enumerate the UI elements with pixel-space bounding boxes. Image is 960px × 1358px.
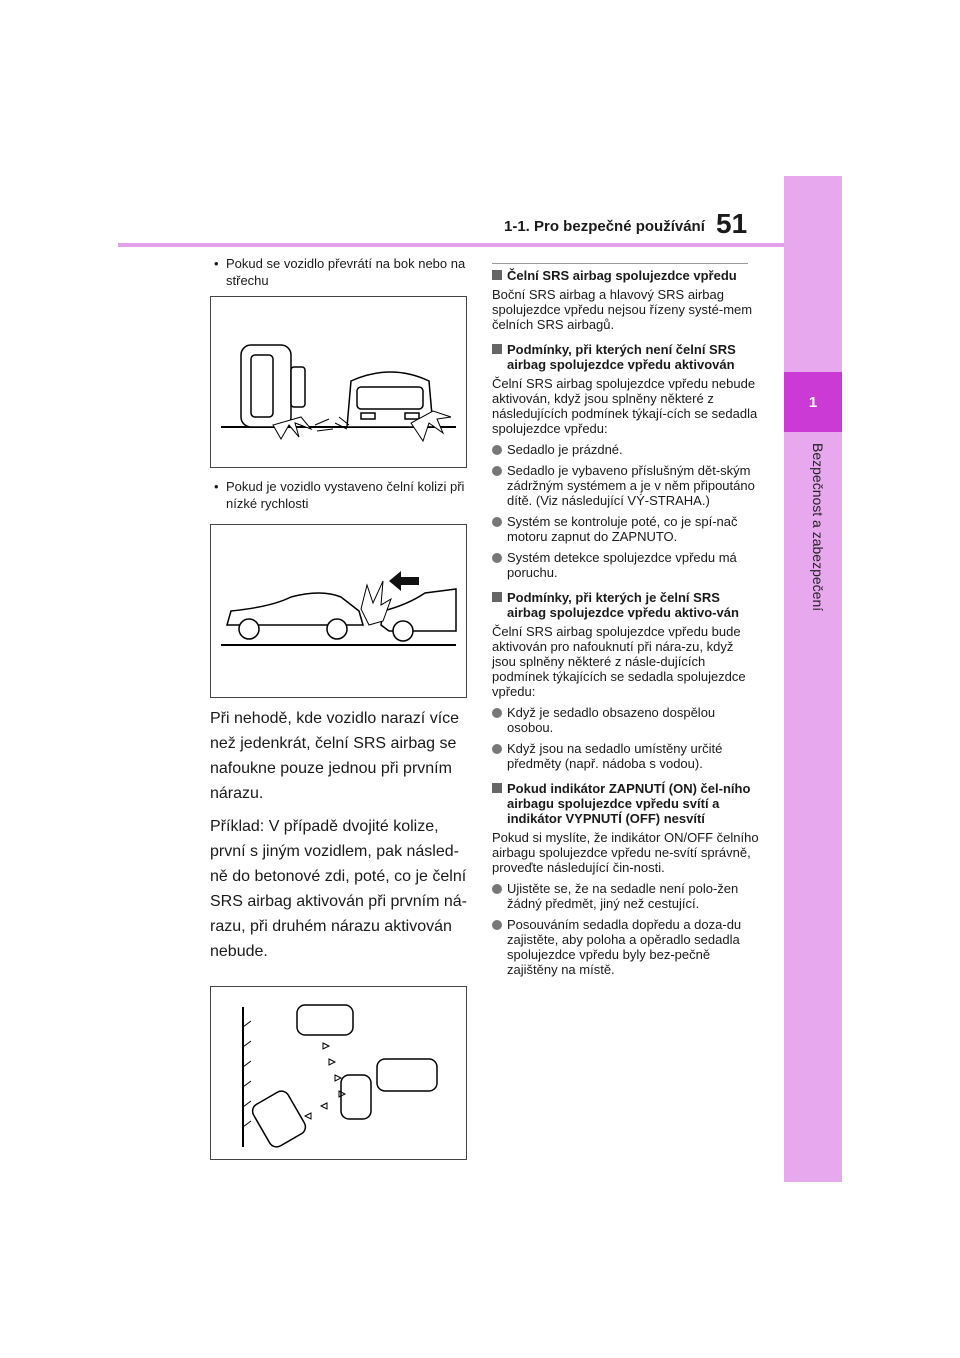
chapter-number: 1 bbox=[784, 372, 842, 432]
column-top-rule bbox=[492, 263, 748, 264]
page-number: 51 bbox=[716, 208, 748, 239]
bullet-dot-icon bbox=[492, 884, 502, 894]
frontal-collision-figure bbox=[210, 524, 467, 698]
heading-marker bbox=[492, 270, 502, 280]
heading-marker bbox=[492, 783, 502, 793]
list-item-text: Systém se kontroluje poté, co je spí-nač motoru zapnut do ZAPNUTO. bbox=[507, 514, 738, 544]
chapter-title: Bezpečnost a zabezpečení bbox=[810, 443, 826, 612]
list-item-text: Systém detekce spolujezdce vpředu má poruchu. bbox=[507, 550, 737, 580]
bullet-rollover: • Pokud se vozidlo převrátí na bok nebo na střechu bbox=[210, 255, 472, 289]
heading-text: Podmínky, při kterých je čelní SRS airbag spolujezdce vpředu aktivo-ván bbox=[507, 590, 739, 620]
header-rule bbox=[118, 243, 784, 247]
list-item bbox=[492, 442, 760, 457]
rollover-figure bbox=[210, 296, 467, 468]
right-column bbox=[492, 263, 760, 977]
heading-not-activated bbox=[492, 342, 760, 372]
list-item-text: Když jsou na sedadlo umístěny určité předměty (např. nádoba s vodou). bbox=[507, 741, 723, 771]
bullet-dot-icon bbox=[492, 920, 502, 930]
heading-text: Čelní SRS airbag spolujezdce vpředu bbox=[507, 268, 737, 283]
list-item bbox=[492, 550, 760, 580]
bullet-dot-icon bbox=[492, 517, 502, 527]
heading-activated bbox=[492, 590, 760, 620]
list-item bbox=[492, 514, 760, 544]
list-item-text: Sedadlo je prázdné. bbox=[507, 442, 623, 457]
double-collision-figure bbox=[210, 986, 467, 1160]
section-title: 1-1. Pro bezpečné používání bbox=[504, 218, 705, 235]
heading-marker bbox=[492, 344, 502, 354]
list-item bbox=[492, 741, 760, 771]
paragraph-activated: Čelní SRS airbag spolujezdce vpředu bude aktivován pro nafouknutí při nára-zu, když jsou splněny některé z násle-dujících podmínek týkajících se sedadla spolujezdce vpředu: bbox=[492, 624, 746, 699]
heading-passenger-airbag bbox=[492, 268, 760, 283]
list-item bbox=[492, 881, 760, 911]
bullet-dot-icon bbox=[492, 553, 502, 563]
left-column bbox=[210, 255, 472, 1160]
paragraph-not-activated: Čelní SRS airbag spolujezdce vpředu nebude aktivován, když jsou splněny některé z následujících podmínek týkají-cích se sedadla spolujezdce vpředu: bbox=[492, 376, 758, 436]
heading-text: Pokud indikátor ZAPNUTÍ (ON) čel-ního airbagu spolujezdce vpředu svítí a indikátor VYPNUTÍ (OFF) nesvítí bbox=[507, 781, 751, 826]
paragraph-example: Příklad: V případě dvojité kolize, první s jiným vozidlem, pak násled-ně do betonové zdi, poté, co je čelní SRS airbag aktivován při prvním ná-razu, při druhém nárazu aktivován nebude. bbox=[210, 818, 467, 960]
list-item bbox=[492, 917, 760, 977]
bullet-dot-icon bbox=[492, 708, 502, 718]
bullet-low-speed: • Pokud je vozidlo vystaveno čelní kolizi při nízké rychlosti bbox=[210, 478, 472, 512]
list-item-text: Ujistěte se, že na sedadle není polo-žen žádný předmět, jiný než cestující. bbox=[507, 881, 739, 911]
list-item-text: Sedadlo je vybaveno příslušným dět-ským zádržným systémem a je v něm připoutáno dítě. (Viz následující VÝ-STRAHA.) bbox=[507, 463, 755, 508]
list-item bbox=[492, 705, 760, 735]
heading-text: Podmínky, při kterých není čelní SRS airbag spolujezdce vpředu aktivován bbox=[507, 342, 736, 372]
bullet-dot-icon bbox=[492, 744, 502, 754]
list-item-text: Když je sedadlo obsazeno dospělou osobou. bbox=[507, 705, 716, 735]
heading-marker bbox=[492, 592, 502, 602]
bullet-dot-icon bbox=[492, 466, 502, 476]
heading-indicator bbox=[492, 781, 760, 826]
bullet-dot-icon bbox=[492, 445, 502, 455]
paragraph-multiple-impact: Při nehodě, kde vozidlo narazí více než jedenkrát, čelní SRS airbag se nafoukne pouze jednou při prvním nárazu. bbox=[210, 710, 460, 802]
list-item bbox=[492, 463, 760, 508]
paragraph-indicator: Pokud si myslíte, že indikátor ON/OFF čelního airbagu spolujezdce vpředu ne-svítí správně, proveďte následující čin-nosti. bbox=[492, 830, 759, 875]
paragraph-side-airbags: Boční SRS airbag a hlavový SRS airbag spolujezdce vpředu nejsou řízeny systé-mem čelních SRS airbagů. bbox=[492, 287, 753, 332]
list-item-text: Posouváním sedadla dopředu a doza-du zajistěte, aby poloha a opěradlo sedadla spolujezdce vpředu byly bez-pečně zajištěny na místě. bbox=[507, 917, 742, 977]
